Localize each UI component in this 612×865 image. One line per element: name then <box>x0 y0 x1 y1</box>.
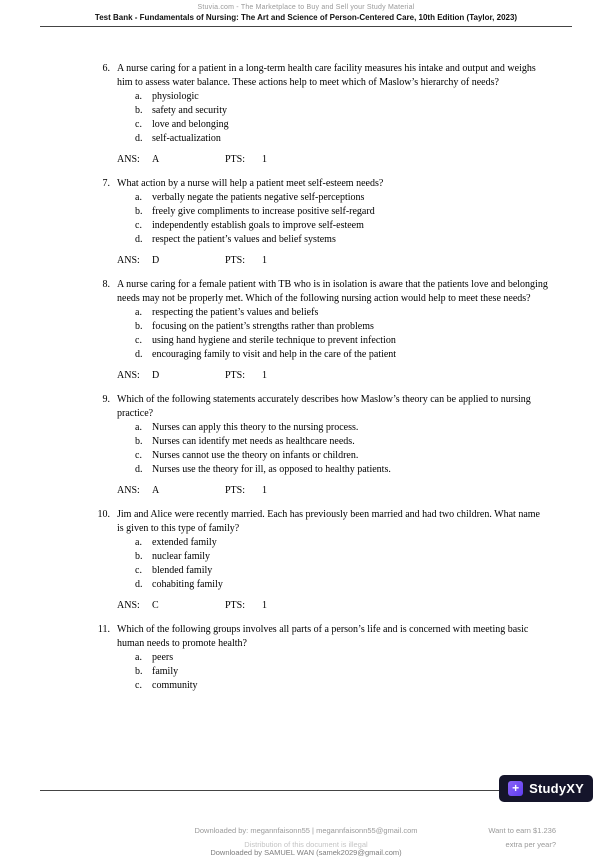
option-row <box>135 550 549 564</box>
option-text: respect the patient’s values and belief systems <box>152 234 336 245</box>
option-text: blended family <box>152 565 213 576</box>
option-text: self-actualization <box>152 133 221 144</box>
footer-divider <box>40 790 572 791</box>
question-number: 11. <box>97 624 110 635</box>
option-row <box>135 665 549 679</box>
option-letter: b. <box>135 666 143 677</box>
option-text: independently establish goals to improve self-esteem <box>152 220 364 231</box>
option-letter: c. <box>135 335 142 346</box>
option-row <box>135 104 549 118</box>
option-letter: c. <box>135 119 142 130</box>
answer-row <box>117 484 549 498</box>
footer-distribution-warning: Distribution of this document is illegal <box>244 840 368 849</box>
option-row <box>135 219 549 233</box>
option-row <box>135 233 549 247</box>
option-letter: d. <box>135 349 143 360</box>
stuvia-watermark: Stuvia.com - The Marketplace to Buy and Sell your Study Material <box>197 4 415 11</box>
answer-row <box>117 254 549 268</box>
option-row <box>135 421 549 435</box>
option-letter: c. <box>135 450 142 461</box>
question-block <box>89 177 551 268</box>
question-block <box>89 508 551 613</box>
option-text: physiologic <box>152 91 199 102</box>
question-block <box>89 278 551 383</box>
answer-row <box>117 599 549 613</box>
option-row <box>135 578 549 592</box>
option-letter: a. <box>135 91 142 102</box>
option-letter: a. <box>135 422 142 433</box>
answer-row <box>117 153 549 167</box>
option-row <box>135 435 549 449</box>
question-block <box>89 393 551 498</box>
option-letter: c. <box>135 680 142 691</box>
question-number: 10. <box>97 509 110 520</box>
ans-label: ANS: <box>117 255 140 266</box>
option-text: peers <box>152 652 174 663</box>
option-text: encouraging family to visit and help in the care of the patient <box>152 349 397 360</box>
option-row <box>135 306 549 320</box>
option-row <box>135 449 549 463</box>
option-text: safety and security <box>152 105 227 116</box>
option-letter: a. <box>135 192 142 203</box>
question-block <box>89 623 551 693</box>
questions-list <box>89 62 551 703</box>
pts-label: PTS: <box>225 255 246 266</box>
option-letter: a. <box>135 652 142 663</box>
studyxy-logo <box>499 775 593 802</box>
question-number: 8. <box>102 279 110 290</box>
option-row <box>135 132 549 146</box>
option-row <box>135 191 549 205</box>
ans-value: D <box>152 255 160 266</box>
option-letter: d. <box>135 133 143 144</box>
pts-value: 1 <box>262 485 267 496</box>
header-divider <box>40 26 572 27</box>
option-letter: d. <box>135 234 143 245</box>
document-title: Test Bank - Fundamentals of Nursing: The Art and Science of Person-Centered Care, 10th Edition (Taylor, 2023) <box>94 13 518 22</box>
option-text: nuclear family <box>152 551 211 562</box>
option-text: community <box>152 680 198 691</box>
option-text: family <box>152 666 179 677</box>
option-text: Nurses use the theory for ill, as opposed to healthy patients. <box>152 464 391 475</box>
ans-label: ANS: <box>117 600 140 611</box>
pts-label: PTS: <box>225 154 246 165</box>
question-number: 6. <box>102 63 110 74</box>
ans-label: ANS: <box>117 154 140 165</box>
ans-value: A <box>152 154 160 165</box>
plus-icon: + <box>508 781 523 796</box>
option-letter: c. <box>135 565 142 576</box>
option-row <box>135 334 549 348</box>
option-text: verbally negate the patients negative self-perceptions <box>152 192 365 203</box>
option-letter: a. <box>135 307 142 318</box>
pts-value: 1 <box>262 370 267 381</box>
ans-value: D <box>152 370 160 381</box>
option-row <box>135 118 549 132</box>
option-text: using hand hygiene and sterile technique to prevent infection <box>152 335 396 346</box>
option-letter: b. <box>135 206 143 217</box>
option-letter: b. <box>135 321 143 332</box>
question-text: A nurse caring for a female patient with TB who is in isolation is aware that the patients love and belonging needs may not be properly met. Which of the following nursing action would help to meet these needs? <box>117 279 548 304</box>
option-letter: c. <box>135 220 142 231</box>
option-text: love and belonging <box>152 119 229 130</box>
question-text: What action by a nurse will help a patient meet self-esteem needs? <box>117 178 384 189</box>
option-row <box>135 651 549 665</box>
option-letter: b. <box>135 551 143 562</box>
option-row <box>135 348 549 362</box>
question-text: Which of the following statements accurately describes how Maslow’s theory can be applied to nursing practice? <box>117 394 531 419</box>
footer-downloaded-by: Downloaded by: megannfaisonn55 | megannfaisonn55@gmail.com <box>194 826 418 835</box>
question-number: 7. <box>102 178 110 189</box>
option-letter: d. <box>135 579 143 590</box>
option-letter: b. <box>135 105 143 116</box>
ans-value: A <box>152 485 160 496</box>
question-text: A nurse caring for a patient in a long-term health care facility measures his intake and output and weighs him to assess water balance. These actions help to meet which of Maslow’s hierarchy of needs? <box>117 63 536 88</box>
pts-label: PTS: <box>225 370 246 381</box>
option-row <box>135 564 549 578</box>
option-text: freely give compliments to increase positive self-regard <box>152 206 375 217</box>
ans-value: C <box>152 600 159 611</box>
footer-earn-line2: extra per year? <box>500 840 556 849</box>
option-row <box>135 320 549 334</box>
option-row <box>135 205 549 219</box>
question-block <box>89 62 551 167</box>
question-text: Jim and Alice were recently married. Each has previously been married and had two children. What name is given to this type of family? <box>117 509 540 534</box>
footer-downloaded-samuel: Downloaded by SAMUEL WAN (samek2029@gmail.com) <box>210 848 402 857</box>
option-text: focusing on the patient’s strengths rather than problems <box>152 321 374 332</box>
ans-label: ANS: <box>117 370 140 381</box>
footer-earn-line1: Want to earn $1.236 <box>482 826 556 835</box>
question-text: Which of the following groups involves all parts of a person’s life and is concerned with meeting basic human needs to promote health? <box>117 624 529 649</box>
pts-value: 1 <box>262 255 267 266</box>
option-row <box>135 90 549 104</box>
answer-row <box>117 369 549 383</box>
pts-value: 1 <box>262 600 267 611</box>
option-row <box>135 536 549 550</box>
option-text: Nurses can identify met needs as healthcare needs. <box>152 436 355 447</box>
pts-label: PTS: <box>225 600 246 611</box>
option-row <box>135 679 549 693</box>
option-row <box>135 463 549 477</box>
ans-label: ANS: <box>117 485 140 496</box>
option-letter: d. <box>135 464 143 475</box>
pts-value: 1 <box>262 154 267 165</box>
option-letter: b. <box>135 436 143 447</box>
studyxy-logo-text: StudyXY <box>529 781 584 796</box>
option-text: Nurses can apply this theory to the nursing process. <box>152 422 359 433</box>
option-text: cohabiting family <box>152 579 223 590</box>
option-text: respecting the patient’s values and beliefs <box>152 307 319 318</box>
question-number: 9. <box>102 394 110 405</box>
option-text: Nurses cannot use the theory on infants or children. <box>152 450 359 461</box>
option-text: extended family <box>152 537 217 548</box>
pts-label: PTS: <box>225 485 246 496</box>
option-letter: a. <box>135 537 142 548</box>
